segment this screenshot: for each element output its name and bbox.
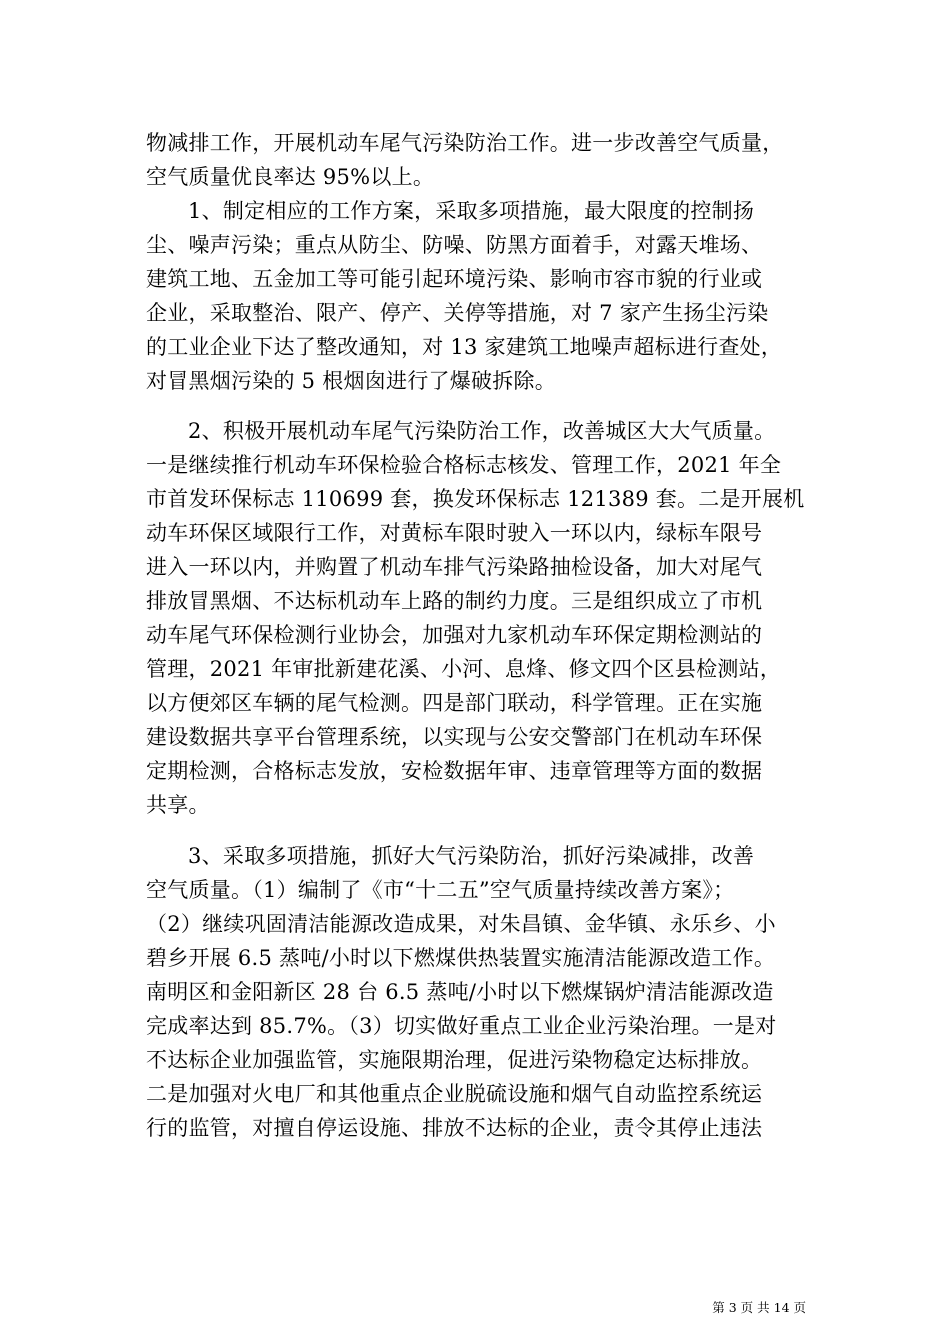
- text-line: 建设数据共享平台管理系统，以实现与公安交警部门在机动车环保: [146, 725, 763, 749]
- text-line: 一是继续推行机动车环保检验合格标志核发、管理工作，2021 年全: [146, 453, 782, 477]
- text-line: 尘、噪声污染；重点从防尘、防噪、防黑方面着手，对露天堆场、: [146, 233, 763, 257]
- text-line: 碧乡开展 6.5 蒸吨/小时以下燃煤供热装置实施清洁能源改造工作。: [146, 946, 776, 970]
- text-line: 动车尾气环保检测行业协会，加强对九家机动车环保定期检测站的: [146, 623, 763, 647]
- text-line: 南明区和金阳新区 28 台 6.5 蒸吨/小时以下燃煤锅炉清洁能源改造: [146, 980, 774, 1004]
- text-line: 进入一环以内，并购置了机动车排气污染路抽检设备，加大对尾气: [146, 555, 763, 579]
- text-line: 的工业企业下达了整改通知，对 13 家建筑工地噪声超标进行查处，: [146, 335, 783, 359]
- text-line: 物减排工作，开展机动车尾气污染防治工作。进一步改善空气质量，: [146, 131, 784, 155]
- text-line: 空气质量。（1）编制了《市“十二五”空气质量持续改善方案》；: [146, 878, 735, 902]
- text-line: 动车环保区域限行工作，对黄标车限时驶入一环以内，绿标车限号: [146, 521, 763, 545]
- text-line: 行的监管，对擅自停运设施、排放不达标的企业，责令其停止违法: [146, 1116, 763, 1140]
- text-line: （2）继续巩固清洁能源改造成果，对朱昌镇、金华镇、永乐乡、小: [146, 912, 776, 936]
- text-line: 排放冒黑烟、不达标机动车上路的制约力度。三是组织成立了市机: [146, 589, 763, 613]
- text-line: 定期检测，合格标志发放，安检数据年审、违章管理等方面的数据: [146, 759, 763, 783]
- paragraph-2-first-line: 2、积极开展机动车尾气污染防治工作，改善城区大大气质量。: [188, 419, 776, 443]
- text-line: 对冒黑烟污染的 5 根烟囱进行了爆破拆除。: [146, 369, 556, 393]
- text-line: 完成率达到 85.7%。（3）切实做好重点工业企业污染治理。一是对: [146, 1014, 777, 1038]
- page-number-footer: 第 3 页 共 14 页: [712, 1300, 806, 1315]
- text-line: 二是加强对火电厂和其他重点企业脱硫设施和烟气自动监控系统运: [146, 1082, 763, 1106]
- text-line: 企业，采取整治、限产、停产、关停等措施，对 7 家产生扬尘污染: [146, 301, 769, 325]
- text-line: 建筑工地、五金加工等可能引起环境污染、影响市容市貌的行业或: [146, 267, 763, 291]
- paragraph-3-first-line: 3、采取多项措施，抓好大气污染防治，抓好污染减排，改善: [188, 844, 755, 868]
- paragraph-1-first-line: 1、制定相应的工作方案，采取多项措施，最大限度的控制扬: [188, 199, 755, 223]
- text-line: 共享。: [146, 793, 210, 817]
- text-line: 管理，2021 年审批新建花溪、小河、息烽、修文四个区县检测站，: [146, 657, 782, 681]
- text-line: 不达标企业加强监管，实施限期治理，促进污染物稳定达标排放。: [146, 1048, 763, 1072]
- text-line: 市首发环保标志 110699 套，换发环保标志 121389 套。二是开展机: [146, 487, 805, 511]
- text-line: 空气质量优良率达 95%以上。: [146, 165, 435, 189]
- text-line: 以方便郊区车辆的尾气检测。四是部门联动，科学管理。正在实施: [146, 691, 763, 715]
